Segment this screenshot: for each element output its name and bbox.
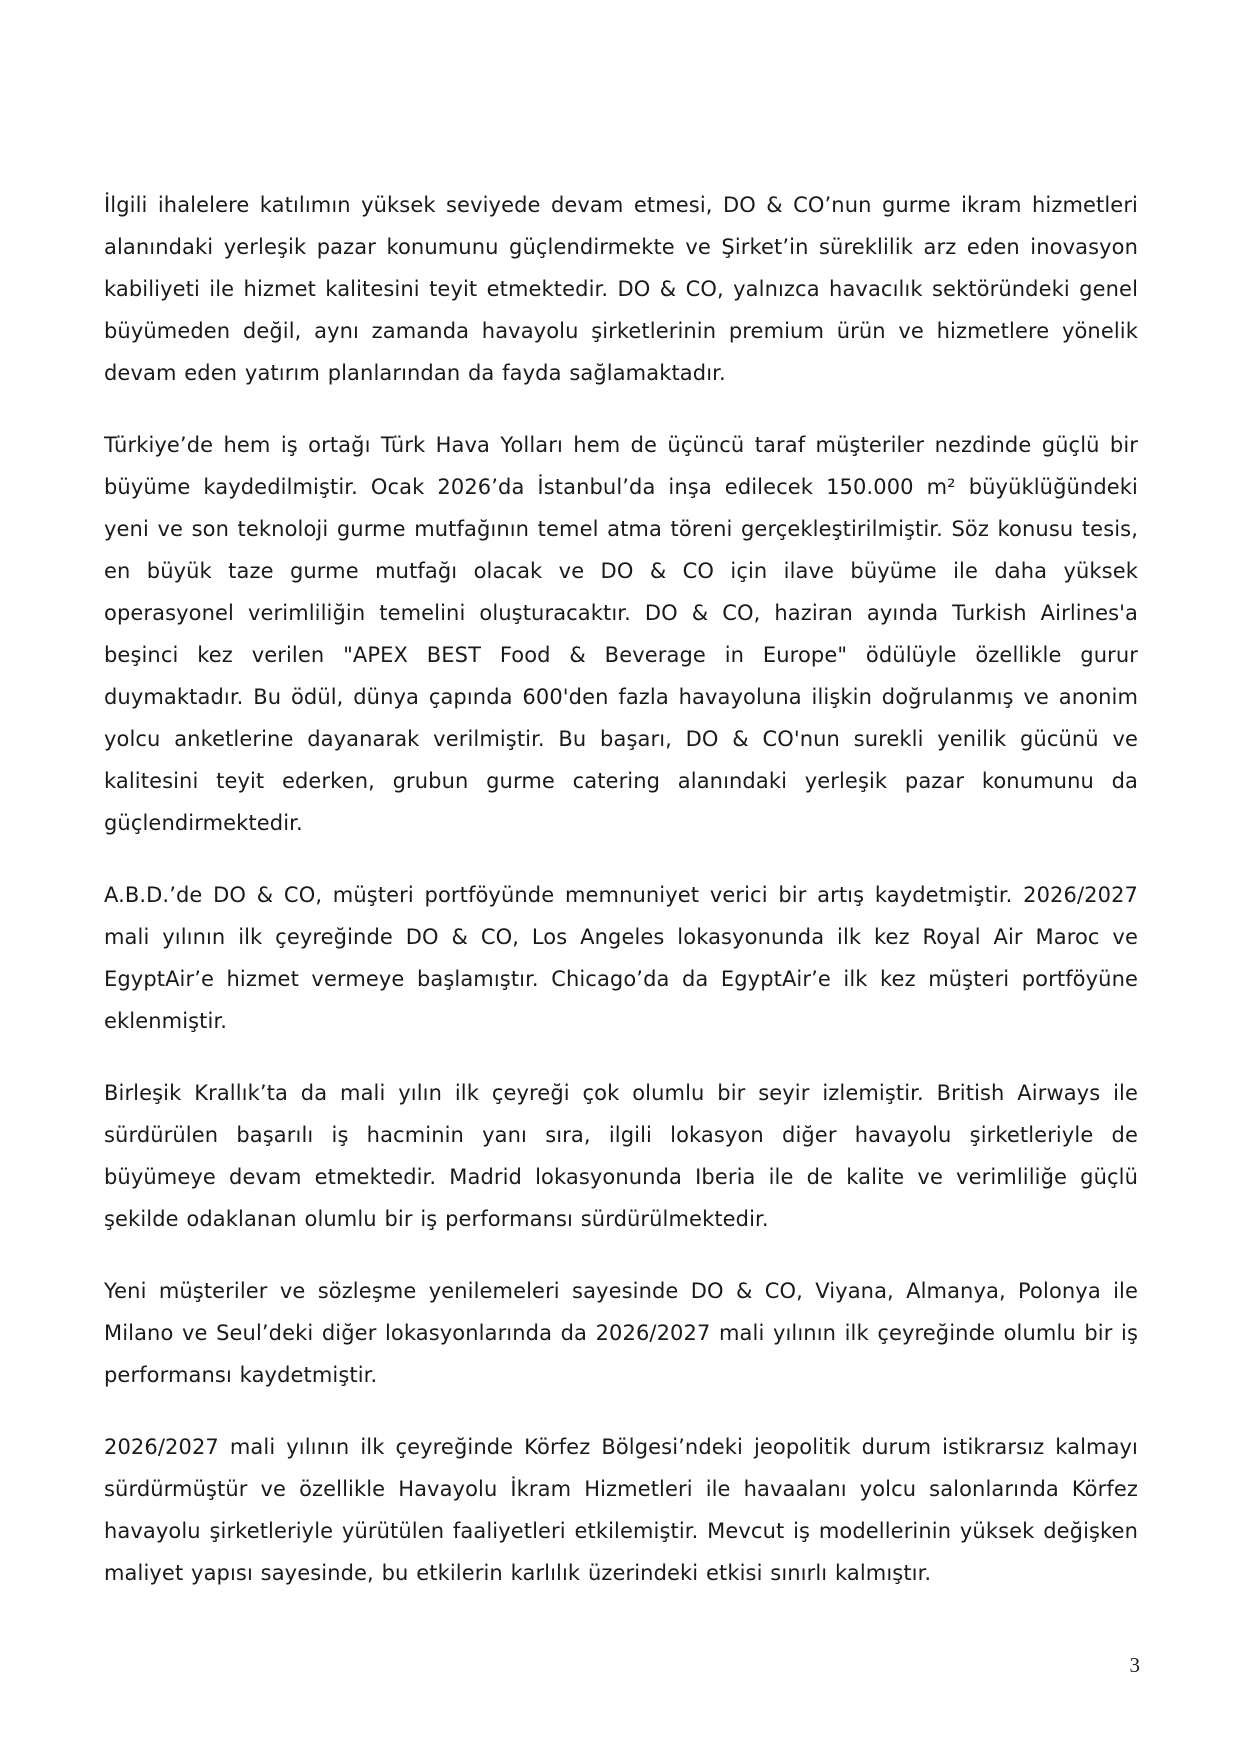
page-number: 3 xyxy=(1129,1653,1140,1677)
document-body xyxy=(104,184,1138,1624)
paragraph-usa: A.B.D.’de DO & CO, müşteri portföyünde memnuniyet verici bir artış kaydetmiştir. 2026/2027 mali yılının ilk çeyreğinde DO & CO, Los Angeles lokasyonunda ilk kez Royal Air Maroc ve EgyptAir’e hizmet vermeye başlamıştır. Chicago’da da EgyptAir’e ilk kez müşteri portföyüne eklenmiştir. xyxy=(104,883,1138,1033)
paragraph-catering-tenders: İlgili ihalelere katılımın yüksek seviyede devam etmesi, DO & CO’nun gurme ikram hizmetleri alanındaki yerleşik pazar konumunu güçlendirmekte ve Şirket’in süreklilik arz eden inovasyon kabiliyeti ile hizmet kalitesini teyit etmektedir. DO & CO, yalnızca havacılık sektöründeki genel büyümeden değil, aynı zamanda havayolu şirketlerinin premium ürün ve hizmetlere yönelik devam eden yatırım planlarından da fayda sağlamaktadır. xyxy=(104,193,1138,385)
paragraph-gulf-region: 2026/2027 mali yılının ilk çeyreğinde Körfez Bölgesi’ndeki jeopolitik durum istikrarsız kalmayı sürdürmüştür ve özellikle Havayolu İkram Hizmetleri ile havaalanı yolcu salonlarında Körfez havayolu şirketleriyle yürütülen faaliyetleri etkilemiştir. Mevcut iş modellerinin yüksek değişken maliyet yapısı sayesinde, bu etkilerin karlılık üzerindeki etkisi sınırlı kalmıştır. xyxy=(104,1435,1138,1585)
paragraph-other-locations: Yeni müşteriler ve sözleşme yenilemeleri sayesinde DO & CO, Viyana, Almanya, Polonya ile Milano ve Seul’deki diğer lokasyonlarında da 2026/2027 mali yılının ilk çeyreğinde olumlu bir iş performansı kaydetmiştir. xyxy=(104,1279,1138,1387)
paragraph-uk-spain: Birleşik Krallık’ta da mali yılın ilk çeyreği çok olumlu bir seyir izlemiştir. British Airways ile sürdürülen başarılı iş hacminin yanı sıra, ilgili lokasyon diğer havayolu şirketleriyle de büyümeye devam etmektedir. Madrid lokasyonunda Iberia ile de kalite ve verimliliğe güçlü şekilde odaklanan olumlu bir iş performansı sürdürülmektedir. xyxy=(104,1081,1138,1231)
paragraph-turkey: Türkiye’de hem iş ortağı Türk Hava Yolları hem de üçüncü taraf müşteriler nezdinde güçlü bir büyüme kaydedilmiştir. Ocak 2026’da İstanbul’da inşa edilecek 150.000 m² büyüklüğündeki yeni ve son teknoloji gurme mutfağının temel atma töreni gerçekleştirilmiştir. Söz konusu tesis, en büyük taze gurme mutfağı olacak ve DO & CO için ilave büyüme ile daha yüksek operasyonel verimliliğin temelini oluşturacaktır. DO & CO, haziran ayında Turkish Airlines'a beşinci kez verilen "APEX BEST Food & Beverage in Europe" ödülüyle özellikle gurur duymaktadır. Bu ödül, dünya çapında 600'den fazla havayoluna ilişkin doğrulanmış ve anonim yolcu anketlerine dayanarak verilmiştir. Bu başarı, DO & CO'nun surekli yenilik gücünü ve kalitesini teyit ederken, grubun gurme catering alanındaki yerleşik pazar konumunu da güçlendirmektedir. xyxy=(104,433,1138,835)
